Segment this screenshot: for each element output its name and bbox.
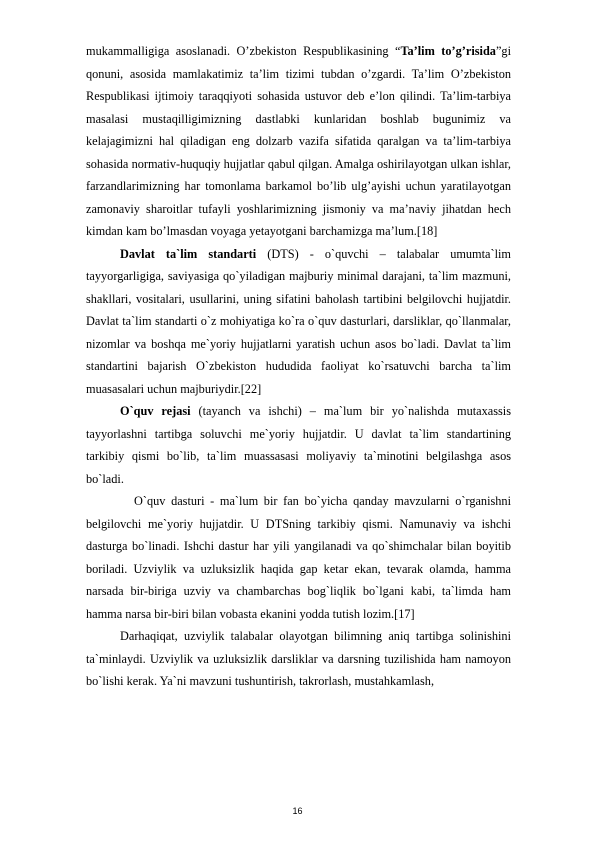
law-title: Ta’lim to’g’risida <box>400 44 496 58</box>
paragraph-text: (DTS) - o`quvchi – talabalar umumta`lim tayyorgarligiga, saviyasiga qo`yiladigan majburiy minimal darajani, ta`lim mazmuni, shakllari, vositalari, usullarini, uning sifatini baholash tartibini belgilovchi hujjatdir. Davlat ta`lim standarti o`z mohiyatiga ko`ra o`quv dasturlari, darsliklar, qo`llanmalar, nizomlar va boshqa me`yoriy hujjatlarni yaratish uchun asos bo`ladi. Davlat ta`lim standartini bajarish O`zbekiston hududida faoliyat ko`rsatuvchi barcha ta`lim muasasalari uchun majburiydir.[22] <box>86 246 511 396</box>
paragraph-syllabus <box>86 490 511 625</box>
paragraph-text: (tayanch va ishchi) – ma`lum bir yo`nalishda mutaxassis tayyorlashni tartibga soluvchi me`yoriy hujjatdir. U davlat ta`lim standartining tarkibiy qismi bo`lib, ta`lim muassasasi moliyaviy ta`minotini belgilashga asos bo`ladi. <box>86 404 511 486</box>
page-number: 16 <box>292 806 303 816</box>
paragraph-state-standard <box>86 243 511 401</box>
paragraph-text: mukammalligiga asoslanadi. O’zbekiston Respublikasining “ <box>86 44 401 58</box>
body-text <box>86 40 511 693</box>
paragraph-text: O`quv dasturi - ma`lum bir fan bo`yicha qanday mavzularni o`rganishni belgilovchi me`yoriy hujjatdir. U DTSning tarkibiy qismi. Namunaviy va ishchi dasturga bo`linadi. Ishchi dastur har yili yangilanadi va qo`shimchalar bilan boyitib boriladi. Uzviylik va uzluksizlik haqida gap ketar ekan, tevarak olamda, hamma narsada bir-biriga uzviy va chambarchas bog`liqlik bo`lgani kabi, ta`limda ham hamma narsa bir-biri bilan vobasta ekanini yodda tutish lozim.[17] <box>86 494 511 621</box>
paragraph-education-law <box>86 40 511 243</box>
term-curriculum: O`quv rejasi <box>120 404 191 418</box>
paragraph-text: ”gi qonuni, asosida mamlakatimiz ta’lim tizimi tubdan o’zgardi. Ta’lim O’zbekiston Respublikasi ijtimoiy taraqqiyoti sohasida ustuvor deb e’lon qilindi. Ta’lim-tarbiya masalasi mustaqilligimizning dastlabki kunlaridan boshlab bugunimiz va kelajagimizni hal qiladigan eng dolzarb vazifa sifatida qaralgan va ta’lim-tarbiya sohasida normativ-huquqiy hujjatlar qabul qilgan. Amalga oshirilayotgan ulkan ishlar, farzandlarimizning har tomonlama barkamol bo’lib ulg’ayishi uchun yaratilayotgan zamonaviy sharoitlar tufayli yoshlarimizning jismoniy va ma’naviy jihatdan hech kimdan kam bo’lmasdan voyaga yetayotgani barchamizga ma’lum.[18] <box>86 44 511 238</box>
paragraph-text: Darhaqiqat, uzviylik talabalar olayotgan bilimning aniq tartibga solinishini ta`minlaydi. Uzviylik va uzluksizlik darsliklar va darsning tuzilishida ham namoyon bo`lishi kerak. Ya`ni mavzuni tushuntirish, takrorlash, mustahkamlash, <box>86 629 511 688</box>
paragraph-continuity <box>86 625 511 693</box>
term-state-standard: Davlat ta`lim standarti <box>120 246 257 261</box>
paragraph-curriculum <box>86 400 511 490</box>
